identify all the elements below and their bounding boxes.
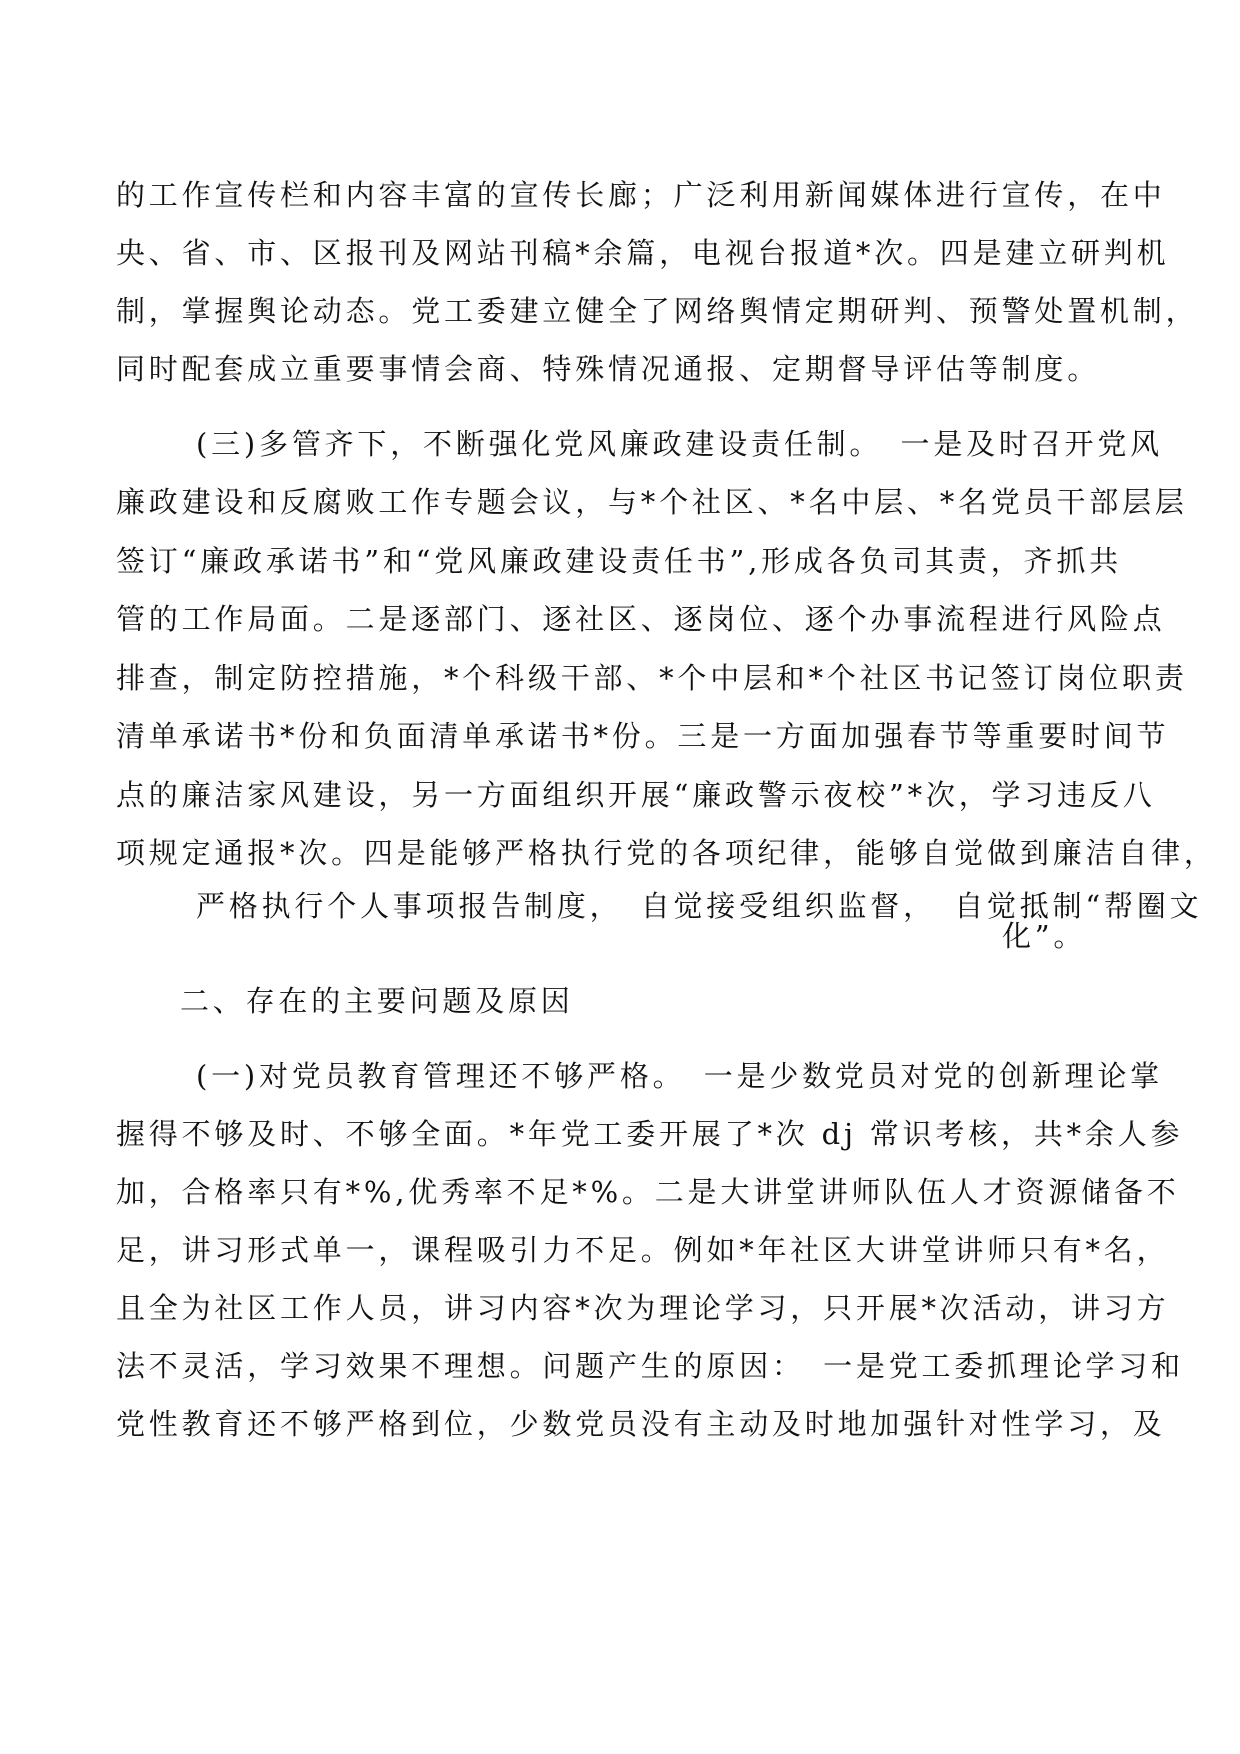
body-text-line: 央、省、市、区报刊及网站刊稿*余篇，电视台报道*次。四是建立研判机 — [116, 236, 1170, 270]
body-text-line: 握得不够及时、不够全面。*年党工委开展了*次 dj 常识考核，共*余人参 — [116, 1117, 1184, 1151]
body-text-line: 项规定通报*次。四是能够严格执行党的各项纪律，能够自觉做到廉洁自律， — [116, 836, 1217, 870]
body-text-line: 清单承诺书*份和负面清单承诺书*份。三是一方面加强春节等重要时间节 — [116, 719, 1170, 753]
body-text-line: 同时配套成立重要事情会商、特殊情况通报、定期督导评估等制度。 — [116, 352, 1101, 386]
body-text-line: 制，掌握舆论动态。党工委建立健全了网络舆情定期研判、预警处置机制， — [116, 294, 1199, 328]
body-text-line: 签订“廉政承诺书”和“党风廉政建设责任书”,形成各负司其责，齐抓共 — [116, 544, 1122, 578]
body-text-line: 足，讲习形式单一，课程吸引力不足。例如*年社区大讲堂讲师只有*名， — [116, 1233, 1170, 1267]
body-text-line: 党性教育还不够严格到位，少数党员没有主动及时地加强针对性学习，及 — [116, 1407, 1166, 1441]
body-text-line: 且全为社区工作人员，讲习内容*次为理论学习，只开展*次活动，讲习方 — [116, 1291, 1170, 1325]
section-heading-2: 二、存在的主要问题及原因 — [180, 984, 574, 1018]
body-text-line: 的工作宣传栏和内容丰富的宣传长廊；广泛利用新闻媒体进行宣传，在中 — [116, 178, 1166, 212]
body-text-line: 点的廉洁家风建设，另一方面组织开展“廉政警示夜校”*次，学习违反八 — [116, 778, 1156, 812]
body-text-line: 廉政建设和反腐败工作专题会议，与*个社区、*名中层、*名党员干部层层 — [116, 485, 1188, 519]
body-text-line: 排查，制定防控措施，*个科级干部、*个中层和*个社区书记签订岗位职责 — [116, 661, 1188, 695]
section-heading-1: (一)对党员教育管理还不够严格。 一是少数党员对党的创新理论掌 — [196, 1059, 1163, 1093]
body-text-line: 化”。 — [1002, 919, 1087, 953]
body-text-line: 加，合格率只有*%,优秀率不足*%。二是大讲堂讲师队伍人才资源储备不 — [116, 1175, 1180, 1209]
section-heading-3: (三)多管齐下，不断强化党风廉政建设责任制。 一是及时召开党风 — [196, 427, 1163, 461]
body-text-line: 管的工作局面。二是逐部门、逐社区、逐岗位、逐个办事流程进行风险点 — [116, 602, 1166, 636]
body-text-line: 严格执行个人事项报告制度， 自觉接受组织监督， 自觉抵制“帮圈文 — [196, 889, 1203, 923]
body-text-line: 法不灵活，学习效果不理想。问题产生的原因： 一是党工委抓理论学习和 — [116, 1349, 1184, 1383]
